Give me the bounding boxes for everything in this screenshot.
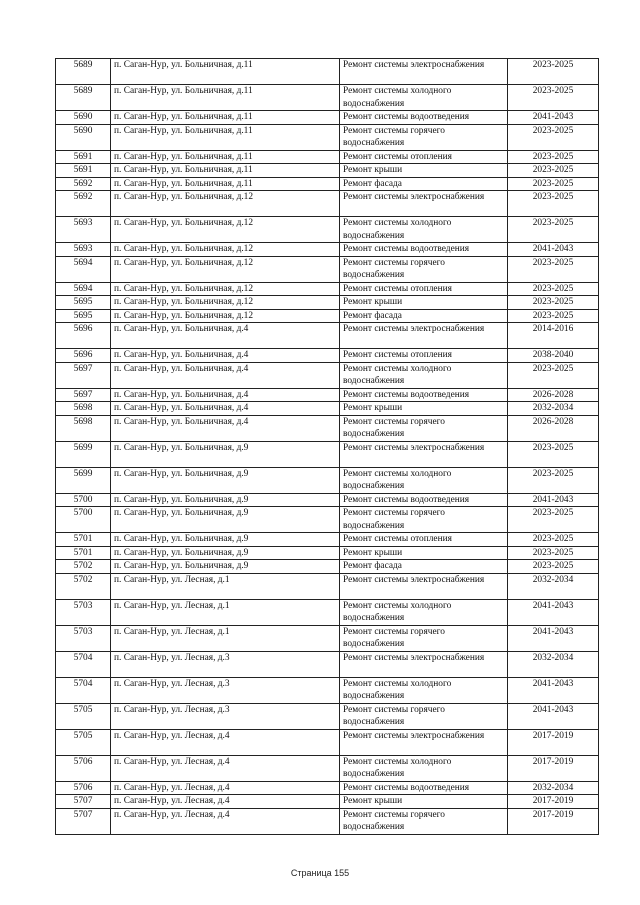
row-work-type: Ремонт системы горячего водоснабжения <box>340 703 508 729</box>
row-period: 2023-2025 <box>508 507 599 533</box>
row-period: 2023-2025 <box>508 362 599 388</box>
row-number: 5696 <box>56 323 111 349</box>
row-number: 5700 <box>56 507 111 533</box>
row-work-type: Ремонт системы отопления <box>340 150 508 164</box>
row-work-type: Ремонт системы электроснабжения <box>340 323 508 349</box>
row-number: 5700 <box>56 493 111 507</box>
row-address: п. Саган-Нур, ул. Больничная, д.11 <box>111 111 340 125</box>
row-work-type: Ремонт системы электроснабжения <box>340 651 508 677</box>
row-period: 2023-2025 <box>508 191 599 217</box>
row-work-type: Ремонт системы водоотведения <box>340 781 508 795</box>
row-number: 5699 <box>56 441 111 467</box>
row-work-type: Ремонт системы холодного водоснабжения <box>340 677 508 703</box>
table-row <box>56 808 599 834</box>
row-work-type: Ремонт фасада <box>340 560 508 574</box>
table-row <box>56 533 599 547</box>
row-number: 5689 <box>56 59 111 85</box>
row-work-type: Ремонт системы водоотведения <box>340 111 508 125</box>
row-address: п. Саган-Нур, ул. Больничная, д.11 <box>111 124 340 150</box>
row-period: 2023-2025 <box>508 150 599 164</box>
row-work-type: Ремонт системы горячего водоснабжения <box>340 124 508 150</box>
row-address: п. Саган-Нур, ул. Больничная, д.12 <box>111 191 340 217</box>
row-work-type: Ремонт крыши <box>340 795 508 809</box>
row-address: п. Саган-Нур, ул. Больничная, д.4 <box>111 349 340 363</box>
row-number: 5695 <box>56 296 111 310</box>
row-period: 2026-2028 <box>508 388 599 402</box>
row-address: п. Саган-Нур, ул. Больничная, д.12 <box>111 309 340 323</box>
table-row <box>56 256 599 282</box>
row-period: 2023-2025 <box>508 560 599 574</box>
row-address: п. Саган-Нур, ул. Лесная, д.3 <box>111 651 340 677</box>
row-address: п. Саган-Нур, ул. Лесная, д.3 <box>111 677 340 703</box>
table-row <box>56 164 599 178</box>
row-address: п. Саган-Нур, ул. Лесная, д.4 <box>111 729 340 755</box>
table-row <box>56 467 599 493</box>
row-address: п. Саган-Нур, ул. Лесная, д.4 <box>111 795 340 809</box>
row-number: 5698 <box>56 402 111 416</box>
row-period: 2038-2040 <box>508 349 599 363</box>
row-work-type: Ремонт крыши <box>340 164 508 178</box>
row-work-type: Ремонт системы отопления <box>340 282 508 296</box>
row-work-type: Ремонт системы холодного водоснабжения <box>340 599 508 625</box>
row-number: 5692 <box>56 191 111 217</box>
row-work-type: Ремонт системы водоотведения <box>340 493 508 507</box>
row-address: п. Саган-Нур, ул. Больничная, д.4 <box>111 362 340 388</box>
table-row <box>56 177 599 191</box>
row-work-type: Ремонт системы водоотведения <box>340 388 508 402</box>
row-work-type: Ремонт системы холодного водоснабжения <box>340 362 508 388</box>
row-period: 2023-2025 <box>508 177 599 191</box>
row-address: п. Саган-Нур, ул. Больничная, д.9 <box>111 546 340 560</box>
row-number: 5704 <box>56 677 111 703</box>
table-row <box>56 59 599 85</box>
table-row <box>56 388 599 402</box>
row-address: п. Саган-Нур, ул. Больничная, д.9 <box>111 467 340 493</box>
row-number: 5706 <box>56 755 111 781</box>
row-address: п. Саган-Нур, ул. Больничная, д.12 <box>111 217 340 243</box>
row-work-type: Ремонт системы горячего водоснабжения <box>340 256 508 282</box>
row-period: 2017-2019 <box>508 755 599 781</box>
row-number: 5702 <box>56 560 111 574</box>
table-row <box>56 781 599 795</box>
row-number: 5707 <box>56 808 111 834</box>
row-period: 2041-2043 <box>508 599 599 625</box>
row-number: 5689 <box>56 85 111 111</box>
row-work-type: Ремонт системы отопления <box>340 533 508 547</box>
row-period: 2023-2025 <box>508 546 599 560</box>
table-row <box>56 677 599 703</box>
row-address: п. Саган-Нур, ул. Лесная, д.1 <box>111 573 340 599</box>
row-period: 2041-2043 <box>508 677 599 703</box>
row-address: п. Саган-Нур, ул. Больничная, д.9 <box>111 560 340 574</box>
row-number: 5693 <box>56 217 111 243</box>
row-work-type: Ремонт крыши <box>340 402 508 416</box>
row-number: 5704 <box>56 651 111 677</box>
table-row <box>56 85 599 111</box>
row-number: 5691 <box>56 164 111 178</box>
table-row <box>56 703 599 729</box>
page-number: Страница 155 <box>290 868 350 878</box>
row-number: 5691 <box>56 150 111 164</box>
row-number: 5693 <box>56 243 111 257</box>
table-row <box>56 651 599 677</box>
table-row <box>56 402 599 416</box>
row-address: п. Саган-Нур, ул. Больничная, д.11 <box>111 85 340 111</box>
row-period: 2023-2025 <box>508 124 599 150</box>
row-number: 5697 <box>56 388 111 402</box>
row-address: п. Саган-Нур, ул. Больничная, д.4 <box>111 323 340 349</box>
table-row <box>56 546 599 560</box>
table-row <box>56 441 599 467</box>
row-period: 2017-2019 <box>508 795 599 809</box>
row-work-type: Ремонт системы холодного водоснабжения <box>340 217 508 243</box>
row-number: 5695 <box>56 309 111 323</box>
row-number: 5694 <box>56 256 111 282</box>
row-address: п. Саган-Нур, ул. Больничная, д.12 <box>111 243 340 257</box>
row-period: 2041-2043 <box>508 493 599 507</box>
row-address: п. Саган-Нур, ул. Лесная, д.1 <box>111 625 340 651</box>
table-row <box>56 573 599 599</box>
row-period: 2026-2028 <box>508 415 599 441</box>
row-number: 5705 <box>56 703 111 729</box>
table-row <box>56 507 599 533</box>
row-address: п. Саган-Нур, ул. Больничная, д.11 <box>111 59 340 85</box>
table-row <box>56 243 599 257</box>
table-row <box>56 191 599 217</box>
table-row <box>56 296 599 310</box>
row-number: 5701 <box>56 546 111 560</box>
row-address: п. Саган-Нур, ул. Лесная, д.4 <box>111 781 340 795</box>
row-address: п. Саган-Нур, ул. Больничная, д.9 <box>111 507 340 533</box>
row-work-type: Ремонт системы горячего водоснабжения <box>340 415 508 441</box>
row-address: п. Саган-Нур, ул. Больничная, д.11 <box>111 164 340 178</box>
table-row <box>56 349 599 363</box>
row-period: 2023-2025 <box>508 85 599 111</box>
table-row <box>56 124 599 150</box>
row-address: п. Саган-Нур, ул. Больничная, д.12 <box>111 282 340 296</box>
row-address: п. Саган-Нур, ул. Больничная, д.12 <box>111 296 340 310</box>
row-work-type: Ремонт системы холодного водоснабжения <box>340 85 508 111</box>
row-period: 2023-2025 <box>508 164 599 178</box>
table-row <box>56 282 599 296</box>
row-work-type: Ремонт системы электроснабжения <box>340 441 508 467</box>
table-row <box>56 309 599 323</box>
row-address: п. Саган-Нур, ул. Больничная, д.4 <box>111 402 340 416</box>
row-period: 2023-2025 <box>508 309 599 323</box>
row-work-type: Ремонт системы электроснабжения <box>340 573 508 599</box>
row-period: 2041-2043 <box>508 111 599 125</box>
row-address: п. Саган-Нур, ул. Больничная, д.9 <box>111 493 340 507</box>
row-address: п. Саган-Нур, ул. Лесная, д.4 <box>111 755 340 781</box>
row-work-type: Ремонт системы горячего водоснабжения <box>340 507 508 533</box>
row-work-type: Ремонт системы отопления <box>340 349 508 363</box>
row-number: 5696 <box>56 349 111 363</box>
row-number: 5703 <box>56 599 111 625</box>
row-period: 2023-2025 <box>508 217 599 243</box>
table-row <box>56 493 599 507</box>
row-work-type: Ремонт системы электроснабжения <box>340 59 508 85</box>
table-row <box>56 217 599 243</box>
row-number: 5697 <box>56 362 111 388</box>
row-number: 5706 <box>56 781 111 795</box>
row-number: 5694 <box>56 282 111 296</box>
table-row <box>56 599 599 625</box>
row-work-type: Ремонт фасада <box>340 309 508 323</box>
table-row <box>56 150 599 164</box>
row-number: 5701 <box>56 533 111 547</box>
row-number: 5699 <box>56 467 111 493</box>
row-number: 5702 <box>56 573 111 599</box>
table-row <box>56 755 599 781</box>
row-number: 5690 <box>56 111 111 125</box>
registry-table <box>55 58 599 835</box>
row-address: п. Саган-Нур, ул. Больничная, д.11 <box>111 150 340 164</box>
row-work-type: Ремонт системы электроснабжения <box>340 729 508 755</box>
row-period: 2023-2025 <box>508 256 599 282</box>
row-period: 2032-2034 <box>508 402 599 416</box>
table-row <box>56 625 599 651</box>
row-period: 2023-2025 <box>508 467 599 493</box>
row-address: п. Саган-Нур, ул. Больничная, д.4 <box>111 415 340 441</box>
table-row <box>56 729 599 755</box>
row-period: 2023-2025 <box>508 282 599 296</box>
row-period: 2023-2025 <box>508 296 599 310</box>
row-work-type: Ремонт крыши <box>340 546 508 560</box>
row-work-type: Ремонт крыши <box>340 296 508 310</box>
row-period: 2017-2019 <box>508 808 599 834</box>
row-number: 5698 <box>56 415 111 441</box>
table-row <box>56 323 599 349</box>
table-row <box>56 560 599 574</box>
row-work-type: Ремонт фасада <box>340 177 508 191</box>
row-work-type: Ремонт системы электроснабжения <box>340 191 508 217</box>
registry-table-body <box>56 59 599 835</box>
row-number: 5692 <box>56 177 111 191</box>
row-address: п. Саган-Нур, ул. Больничная, д.4 <box>111 388 340 402</box>
row-period: 2014-2016 <box>508 323 599 349</box>
row-address: п. Саган-Нур, ул. Больничная, д.9 <box>111 441 340 467</box>
row-period: 2023-2025 <box>508 59 599 85</box>
row-number: 5705 <box>56 729 111 755</box>
row-period: 2032-2034 <box>508 573 599 599</box>
row-work-type: Ремонт системы холодного водоснабжения <box>340 755 508 781</box>
row-period: 2032-2034 <box>508 781 599 795</box>
row-address: п. Саган-Нур, ул. Лесная, д.1 <box>111 599 340 625</box>
table-row <box>56 111 599 125</box>
row-address: п. Саган-Нур, ул. Больничная, д.12 <box>111 256 340 282</box>
row-period: 2041-2043 <box>508 625 599 651</box>
row-number: 5703 <box>56 625 111 651</box>
table-row <box>56 795 599 809</box>
row-period: 2041-2043 <box>508 243 599 257</box>
row-period: 2032-2034 <box>508 651 599 677</box>
row-period: 2041-2043 <box>508 703 599 729</box>
row-address: п. Саган-Нур, ул. Лесная, д.3 <box>111 703 340 729</box>
row-period: 2023-2025 <box>508 533 599 547</box>
row-number: 5690 <box>56 124 111 150</box>
row-work-type: Ремонт системы водоотведения <box>340 243 508 257</box>
row-period: 2017-2019 <box>508 729 599 755</box>
row-work-type: Ремонт системы холодного водоснабжения <box>340 467 508 493</box>
row-number: 5707 <box>56 795 111 809</box>
row-address: п. Саган-Нур, ул. Больничная, д.9 <box>111 533 340 547</box>
row-period: 2023-2025 <box>508 441 599 467</box>
row-work-type: Ремонт системы горячего водоснабжения <box>340 808 508 834</box>
table-row <box>56 362 599 388</box>
table-row <box>56 415 599 441</box>
row-address: п. Саган-Нур, ул. Лесная, д.4 <box>111 808 340 834</box>
row-work-type: Ремонт системы горячего водоснабжения <box>340 625 508 651</box>
row-address: п. Саган-Нур, ул. Больничная, д.11 <box>111 177 340 191</box>
